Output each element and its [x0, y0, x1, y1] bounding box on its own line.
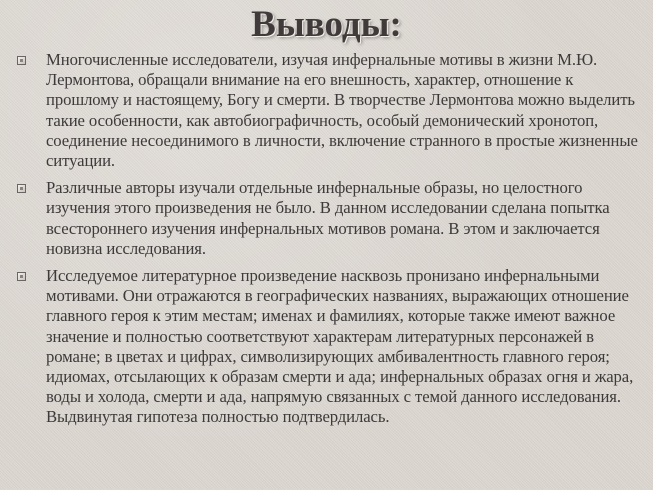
- square-bullet-icon: [17, 56, 26, 65]
- square-bullet-icon: [17, 272, 26, 281]
- bullet-text: Исследуемое литературное произведение насквозь пронизано инфернальными мотивами. Они отражаются в географических названиях, выражающих отношение главного героя к этим местам; именах и фамилиях, которые также имеют важное значение и полностью соответствуют характерам литературных персонажей в романе; в цветах и цифрах, символизирующих амбивалентность главного героя; идиомах, отсылающих к образам смерти и ада; инфернальных образах огня и жара, воды и холода, смерти и ада, напрямую связанных с темой данного исследования. Выдвинутая гипотеза полностью подтвердилась.: [46, 266, 634, 427]
- bullet-list: [14, 50, 646, 435]
- square-bullet-icon: [17, 184, 26, 193]
- bullet-item-3: [14, 266, 646, 428]
- bullet-item-2: [14, 178, 646, 259]
- bullet-item-1: [14, 50, 646, 171]
- bullet-text: Многочисленные исследователи, изучая инфернальные мотивы в жизни М.Ю. Лермонтова, обращали внимание на его внешность, характер, отношение к прошлому и настоящему, Богу и смерти. В творчестве Лермонтова можно выделить такие особенности, как автобиографичность, особый демонический хронотоп, соединение несоединимого в личности, включение странного в простые жизненные ситуации.: [46, 50, 638, 171]
- bullet-text: Различные авторы изучали отдельные инфернальные образы, но целостного изучения этого произведения не было. В данном исследовании сделана попытка всестороннего изучения инфернальных мотивов романа. В этом и заключается новизна исследования.: [46, 178, 610, 258]
- slide-title: Выводы:: [251, 4, 402, 45]
